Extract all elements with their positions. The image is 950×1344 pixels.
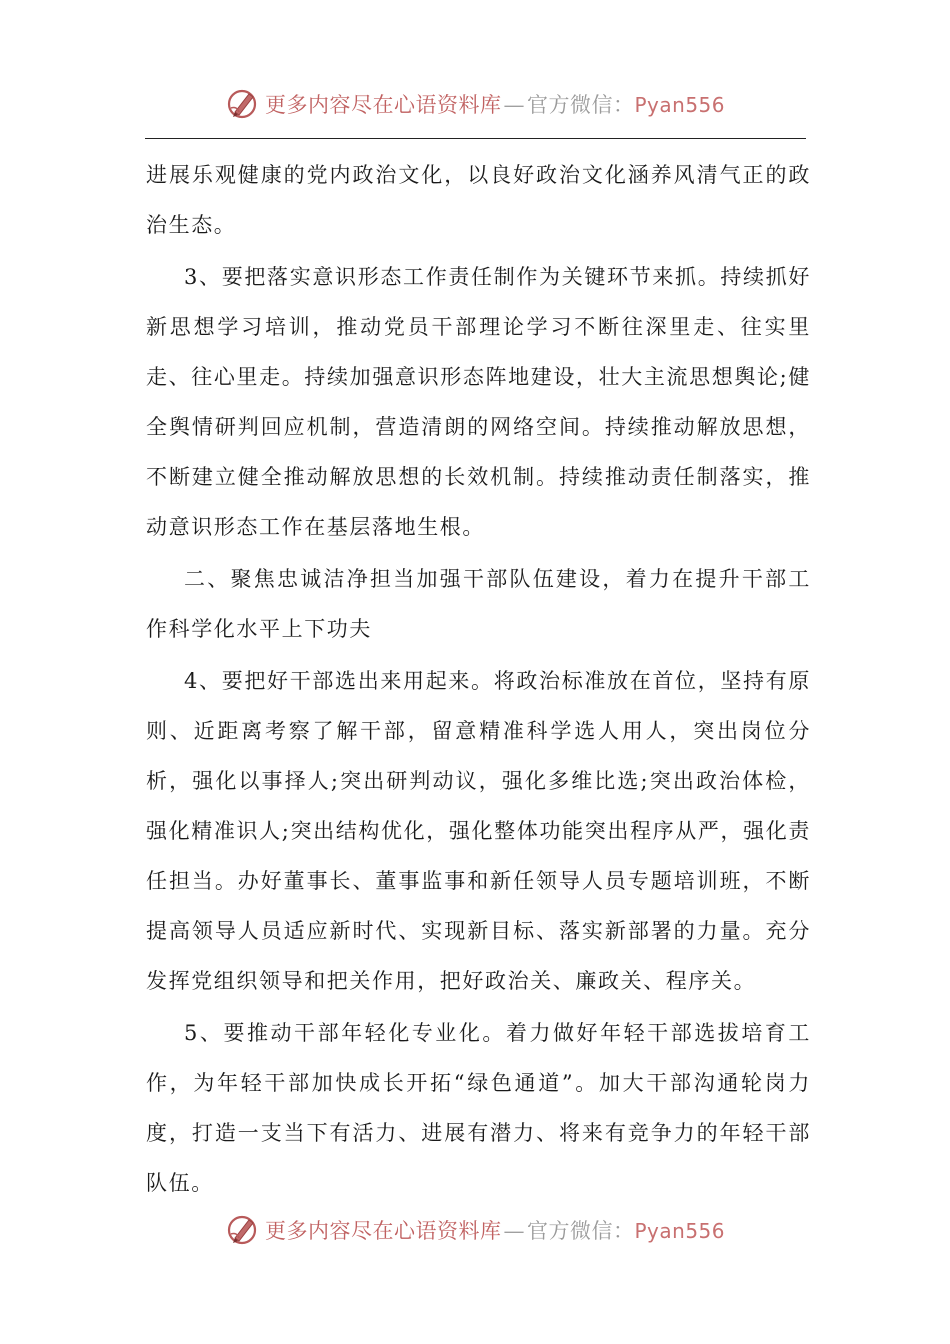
section-heading-2: 二、聚焦忠诚洁净担当加强干部队伍建设，着力在提升干部工作科学化水平上下功夫: [146, 567, 811, 641]
footer-site-name: 更多内容尽在心语资料库: [264, 1219, 502, 1243]
document-body: [146, 150, 811, 1210]
header-text: [265, 89, 725, 119]
paragraph-item-5: 5、要推动干部年轻化专业化。着力做好年轻干部选拔培育工作，为年轻干部加快成长开拓“绿色通道”。加大干部沟通轮岗力度，打造一支当下有活力、进展有潜力、将来有竞争力的年轻干部队伍。: [146, 1021, 811, 1195]
footer-text: [265, 1215, 725, 1245]
pen-logo-icon: [225, 86, 261, 122]
paragraph-item-3: 3、要把落实意识形态工作责任制作为关键环节来抓。持续抓好新思想学习培训，推动党员干部理论学习不断往深里走、往实里走、往心里走。持续加强意识形态阵地建设，壮大主流思想舆论;健全舆情研判回应机制，营造清朗的网络空间。持续推动解放思想，不断建立健全推动解放思想的长效机制。持续推动责任制落实，推动意识形态工作在基层落地生根。: [146, 265, 811, 539]
header-site-name: 更多内容尽在心语资料库: [264, 93, 502, 117]
header-divider: [145, 138, 806, 139]
paragraph-item-4: 4、要把好干部选出来用起来。将政治标准放在首位，坚持有原则、近距离考察了解干部，留意精准科学选人用人，突出岗位分析，强化以事择人;突出研判动议，强化多维比选;突出政治体检，强化精准识人;突出结构优化，强化整体功能突出程序从严，强化责任担当。办好董事长、董事监事和新任领导人员专题培训班，不断提高领导人员适应新时代、实现新目标、落实新部署的力量。充分发挥党组织领导和把关作用，把好政治关、廉政关、程序关。: [146, 669, 811, 993]
footer-dash: —: [503, 1219, 525, 1243]
header-wechat-id: Pyan556: [634, 93, 725, 117]
header-dash: —: [503, 93, 525, 117]
footer-wechat-label: 官方微信：: [526, 1219, 635, 1243]
paragraph-continuation: 进展乐观健康的党内政治文化，以良好政治文化涵养风清气正的政治生态。: [146, 163, 811, 237]
footer-wechat-id: Pyan556: [634, 1219, 725, 1243]
footer-banner: [0, 1210, 950, 1250]
header-wechat-label: 官方微信：: [526, 93, 635, 117]
header-banner: [0, 84, 950, 124]
pen-logo-icon: [225, 1212, 261, 1248]
